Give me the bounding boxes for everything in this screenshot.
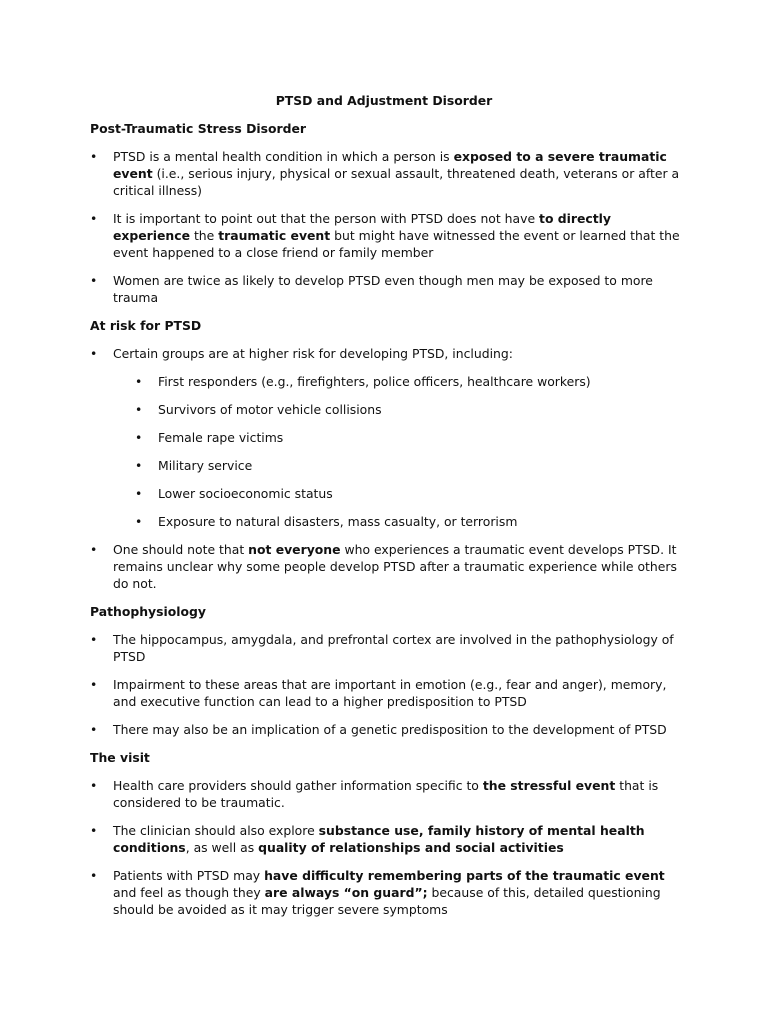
sub-list-item: • Military service bbox=[135, 457, 685, 474]
text-run: Impairment to these areas that are important in emotion (e.g., fear and anger), memory, and executive function can lead to a higher predisposition to PTSD bbox=[113, 677, 667, 709]
sub-list-item: • Survivors of motor vehicle collisions bbox=[135, 401, 685, 418]
list-item bbox=[90, 777, 685, 811]
list-item bbox=[90, 631, 685, 665]
bold-run: have difficulty remembering parts of the traumatic event bbox=[264, 868, 665, 883]
bold-run: not everyone bbox=[248, 542, 341, 557]
list-item bbox=[90, 721, 685, 738]
list-item bbox=[90, 148, 685, 199]
text-run: The hippocampus, amygdala, and prefrontal cortex are involved in the pathophysiology of PTSD bbox=[113, 632, 674, 664]
text-run: The clinician should also explore bbox=[113, 823, 319, 838]
bold-run: the stressful event bbox=[482, 778, 616, 793]
text-run: There may also be an implication of a genetic predisposition to the development of PTSD bbox=[113, 722, 667, 737]
sub-list-item: • Exposure to natural disasters, mass casualty, or terrorism bbox=[135, 513, 685, 530]
list-item bbox=[90, 867, 685, 918]
bold-run: quality of relationships and social activities bbox=[258, 840, 564, 855]
bullet-list-at-risk bbox=[90, 345, 685, 592]
text-run: the bbox=[190, 228, 219, 243]
text-run: PTSD is a mental health condition in which a person is bbox=[113, 149, 454, 164]
text-run: , as well as bbox=[185, 840, 259, 855]
sub-bullet-list-risk-groups bbox=[135, 373, 685, 530]
text-run: (i.e., serious injury, physical or sexual assault, threatened death, veterans or after a critical illness) bbox=[113, 166, 680, 198]
text-run: who experiences a traumatic event develops PTSD. It remains unclear why some people develop PTSD after a traumatic experience while others do not. bbox=[113, 542, 677, 591]
text-run: Certain groups are at higher risk for developing PTSD, including: bbox=[113, 346, 513, 361]
section-heading-at-risk: At risk for PTSD bbox=[90, 318, 202, 333]
bold-run: exposed to a severe traumatic event bbox=[113, 149, 667, 181]
text-run: Women are twice as likely to develop PTSD even though men may be exposed to more trauma bbox=[113, 273, 653, 305]
sub-list-item: • Female rape victims bbox=[135, 429, 685, 446]
document-title: PTSD and Adjustment Disorder bbox=[275, 93, 493, 108]
list-item bbox=[90, 345, 685, 530]
bold-run: traumatic event bbox=[218, 228, 331, 243]
bullet-list-ptsd bbox=[90, 148, 685, 306]
sub-list-item: • Lower socioeconomic status bbox=[135, 485, 685, 502]
list-item bbox=[90, 676, 685, 710]
text-run: It is important to point out that the person with PTSD does not have bbox=[113, 211, 540, 226]
text-run: but might have witnessed the event or learned that the event happened to a close friend or family member bbox=[113, 228, 680, 260]
bullet-list-the-visit bbox=[90, 777, 685, 918]
list-item bbox=[90, 210, 685, 261]
sub-list-item: • First responders (e.g., firefighters, police officers, healthcare workers) bbox=[135, 373, 685, 390]
section-heading-ptsd: Post-Traumatic Stress Disorder bbox=[90, 121, 307, 136]
text-run: that is considered to be traumatic. bbox=[113, 778, 659, 810]
list-item bbox=[90, 822, 685, 856]
document-body bbox=[90, 120, 685, 929]
bold-run: to directly experience bbox=[113, 211, 612, 243]
list-item bbox=[90, 541, 685, 592]
text-run: One should note that bbox=[113, 542, 249, 557]
text-run: Patients with PTSD may bbox=[113, 868, 265, 883]
bold-run: are always “on guard”; bbox=[264, 885, 428, 900]
bold-run: substance use, family history of mental health conditions bbox=[113, 823, 645, 855]
section-heading-the-visit: The visit bbox=[90, 750, 150, 765]
section-heading-pathophysiology: Pathophysiology bbox=[90, 604, 206, 619]
bullet-list-pathophysiology bbox=[90, 631, 685, 738]
text-run: because of this, detailed questioning should be avoided as it may trigger severe symptoms bbox=[113, 885, 661, 917]
list-item bbox=[90, 272, 685, 306]
text-run: Health care providers should gather information specific to bbox=[113, 778, 483, 793]
text-run: and feel as though they bbox=[113, 885, 265, 900]
